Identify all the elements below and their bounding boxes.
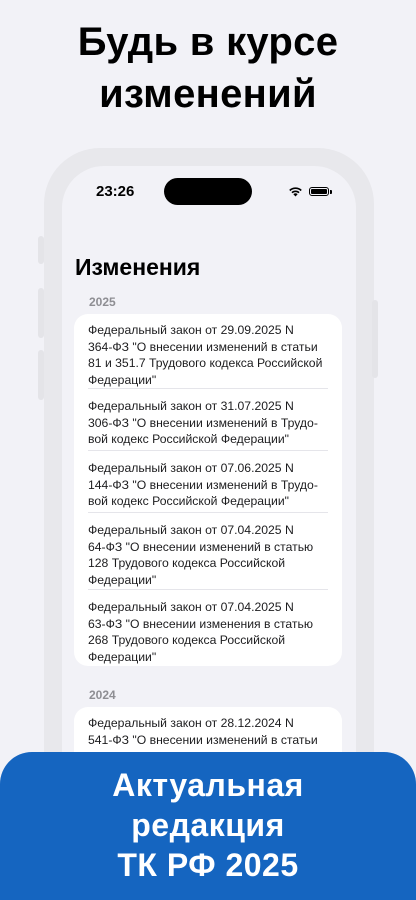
phone-side-button [38, 236, 44, 264]
battery-cap [330, 190, 332, 194]
headline-line-1: Будь в курсе [77, 20, 339, 64]
list-item[interactable]: Федеральный закон от 28.12.2024 N 541-ФЗ "О внесении изменений в статьи [88, 716, 318, 747]
phone-side-button [38, 288, 44, 338]
dynamic-island [164, 178, 252, 205]
list-item[interactable]: Федеральный закон от 07.04.2025 N 64-ФЗ "О внесении изменений в статью 128 Трудового кодекса Российской Федерации" [74, 513, 342, 590]
banner-line-2: редакция [131, 807, 285, 843]
banner-line-3: ТК РФ 2025 [117, 847, 299, 883]
phone-side-button [372, 300, 378, 378]
section-header-2024: 2024 [89, 688, 116, 702]
section-header-2025: 2025 [89, 295, 116, 309]
promo-banner-text [0, 765, 416, 885]
phone-side-button [38, 350, 44, 400]
list-item[interactable]: Федеральный закон от 07.06.2025 N 144-ФЗ "О внесении изменений в Трудо- вой кодекс Российской Федерации" [74, 451, 342, 513]
list-item[interactable]: Федеральный закон от 29.09.2025 N 364-ФЗ "О внесении изменений в статьи 81 и 351.7 Трудового кодекса Российской Федерации" [74, 314, 342, 389]
list-item[interactable]: Федеральный закон от 31.07.2025 N 306-ФЗ "О внесении изменений в Трудо- вой кодекс Российской Федерации" [74, 389, 342, 451]
status-bar [62, 166, 356, 218]
status-time: 23:26 [96, 183, 135, 200]
battery-icon [309, 187, 329, 196]
promo-headline [0, 16, 416, 120]
changes-list-2025 [74, 314, 342, 666]
wifi-icon [288, 185, 303, 197]
banner-line-1: Актуальная [112, 767, 304, 803]
headline-line-2: изменений [99, 72, 317, 116]
page-title: Изменения [75, 254, 201, 280]
list-item[interactable]: Федеральный закон от 07.04.2025 N 63-ФЗ "О внесении изменения в статью 268 Трудового кодекса Российской Федерации" [88, 600, 313, 664]
